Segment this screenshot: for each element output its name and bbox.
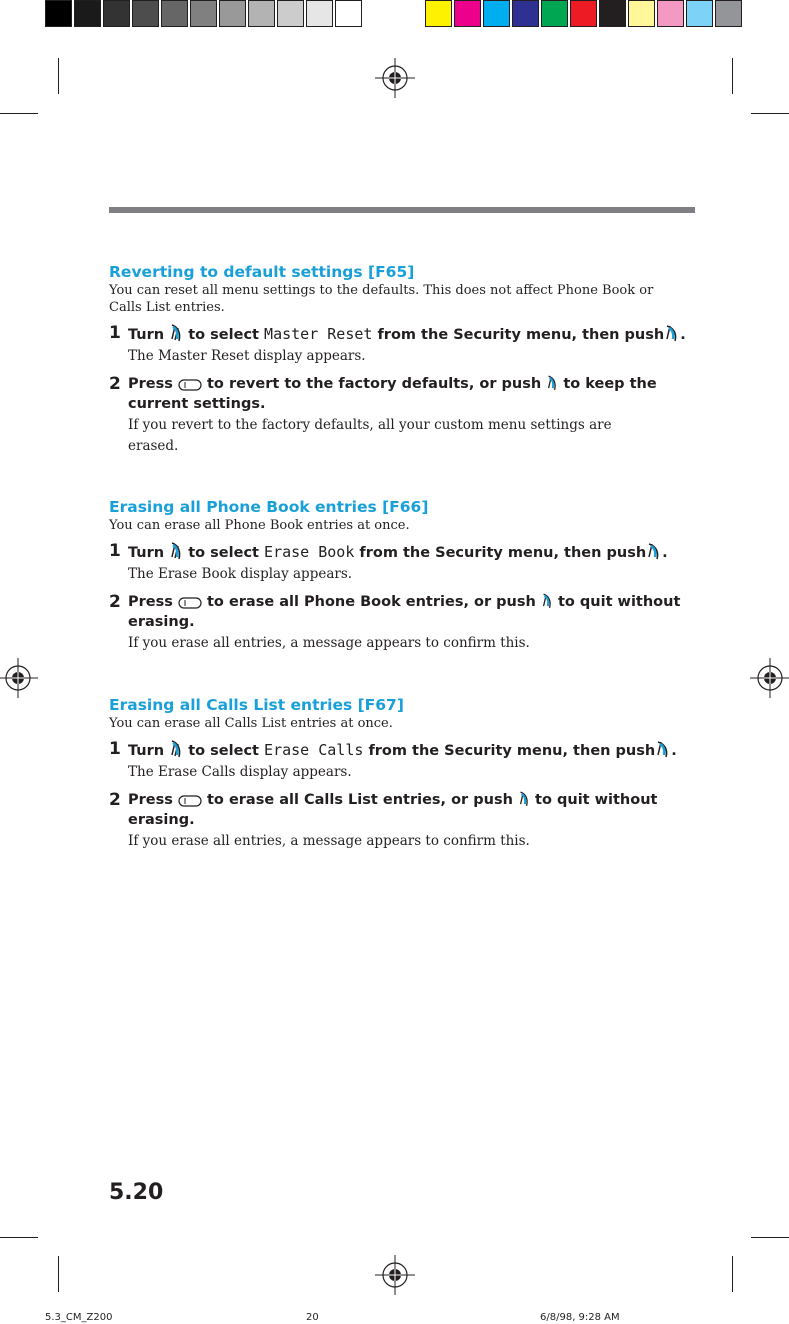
softkey-button-icon (178, 596, 202, 610)
section-title: Erasing all Phone Book entries [F66] (109, 498, 429, 516)
step-result: The Erase Calls display appears. (128, 764, 352, 780)
color-swatch (454, 0, 481, 27)
footer-date: 6/8/98, 9:28 AM (540, 1312, 620, 1323)
gray-swatch (103, 0, 130, 27)
step-2 (109, 592, 699, 654)
color-swatch (599, 0, 626, 27)
crop-mark (732, 1256, 733, 1292)
footer-file-name: 5.3_CM_Z200 (45, 1312, 113, 1323)
section-title: Reverting to default settings [F65] (109, 263, 415, 281)
step-2 (109, 374, 699, 457)
step-result: If you erase all entries, a message appears to confirm this. (128, 635, 530, 651)
step-instruction: Turn to select Master Reset from the Security menu, then push . (128, 325, 686, 343)
menu-item-name: Erase Calls (264, 741, 364, 759)
step-number: 2 (109, 374, 121, 394)
scroll-wheel-icon (169, 541, 183, 561)
scroll-wheel-icon (541, 592, 553, 610)
gray-swatch (74, 0, 101, 27)
color-bar (425, 0, 744, 29)
registration-mark-icon (0, 658, 38, 698)
menu-item-name: Erase Book (264, 543, 355, 561)
registration-mark-icon (375, 58, 415, 98)
softkey-button-icon (178, 794, 202, 808)
step-number: 2 (109, 790, 121, 810)
color-swatch (483, 0, 510, 27)
gray-swatch (277, 0, 304, 27)
color-swatch (715, 0, 742, 27)
grayscale-bar (45, 0, 364, 29)
gray-swatch (132, 0, 159, 27)
gray-swatch (161, 0, 188, 27)
step-number: 1 (109, 541, 121, 561)
push-wheel-icon (646, 541, 662, 561)
push-wheel-icon (664, 323, 680, 343)
crop-mark (58, 1256, 59, 1292)
section-title: Erasing all Calls List entries [F67] (109, 696, 404, 714)
step-instruction: Press to erase all Calls List entries, or push to quit without erasing. (128, 792, 658, 828)
step-result: The Erase Book display appears. (128, 566, 353, 582)
crop-mark (0, 113, 38, 114)
gray-swatch (306, 0, 333, 27)
crop-mark (732, 58, 733, 94)
scroll-wheel-icon (546, 374, 558, 392)
crop-mark (58, 58, 59, 94)
step-result: If you revert to the factory defaults, all your custom menu settings are erased. (128, 417, 612, 454)
color-swatch (686, 0, 713, 27)
step-number: 2 (109, 592, 121, 612)
color-swatch (657, 0, 684, 27)
color-swatch (512, 0, 539, 27)
section-intro: You can reset all menu settings to the defaults. This does not affect Phone Book or Calls List entries. (109, 283, 654, 315)
gray-swatch (219, 0, 246, 27)
step-result: If you erase all entries, a message appears to confirm this. (128, 833, 530, 849)
color-swatch (570, 0, 597, 27)
section-revert-defaults (109, 262, 699, 457)
scroll-wheel-icon (169, 323, 183, 343)
scroll-wheel-icon (518, 790, 530, 808)
step-result: The Master Reset display appears. (128, 348, 366, 364)
registration-mark-icon (375, 1255, 415, 1295)
step-1 (109, 739, 699, 783)
color-swatch (425, 0, 452, 27)
gray-swatch (248, 0, 275, 27)
crop-mark (751, 1237, 789, 1238)
gray-swatch (335, 0, 362, 27)
softkey-button-icon (178, 378, 202, 392)
step-instruction: Press to erase all Phone Book entries, or push to quit without erasing. (128, 594, 681, 630)
page-number: 5.20 (109, 1180, 164, 1205)
push-wheel-icon (655, 739, 671, 759)
gray-swatch (45, 0, 72, 27)
menu-item-name: Master Reset (264, 325, 373, 343)
step-instruction: Press to revert to the factory defaults, or push to keep the current settings. (128, 376, 657, 412)
color-swatch (541, 0, 568, 27)
gray-swatch (190, 0, 217, 27)
section-intro: You can erase all Phone Book entries at once. (109, 518, 410, 533)
step-1 (109, 323, 699, 367)
step-number: 1 (109, 739, 121, 759)
crop-mark (751, 113, 789, 114)
step-number: 1 (109, 323, 121, 343)
scroll-wheel-icon (169, 739, 183, 759)
step-instruction: Turn to select Erase Book from the Security menu, then push . (128, 543, 668, 561)
step-2 (109, 790, 699, 852)
step-1 (109, 541, 699, 585)
step-instruction: Turn to select Erase Calls from the Security menu, then push . (128, 741, 677, 759)
section-intro: You can erase all Calls List entries at once. (109, 716, 393, 731)
section-erase-phone-book (109, 497, 699, 654)
header-rule (109, 207, 695, 213)
registration-mark-icon (750, 658, 789, 698)
footer-page: 20 (306, 1312, 319, 1323)
color-swatch (628, 0, 655, 27)
crop-mark (0, 1237, 38, 1238)
section-erase-calls-list (109, 695, 699, 852)
